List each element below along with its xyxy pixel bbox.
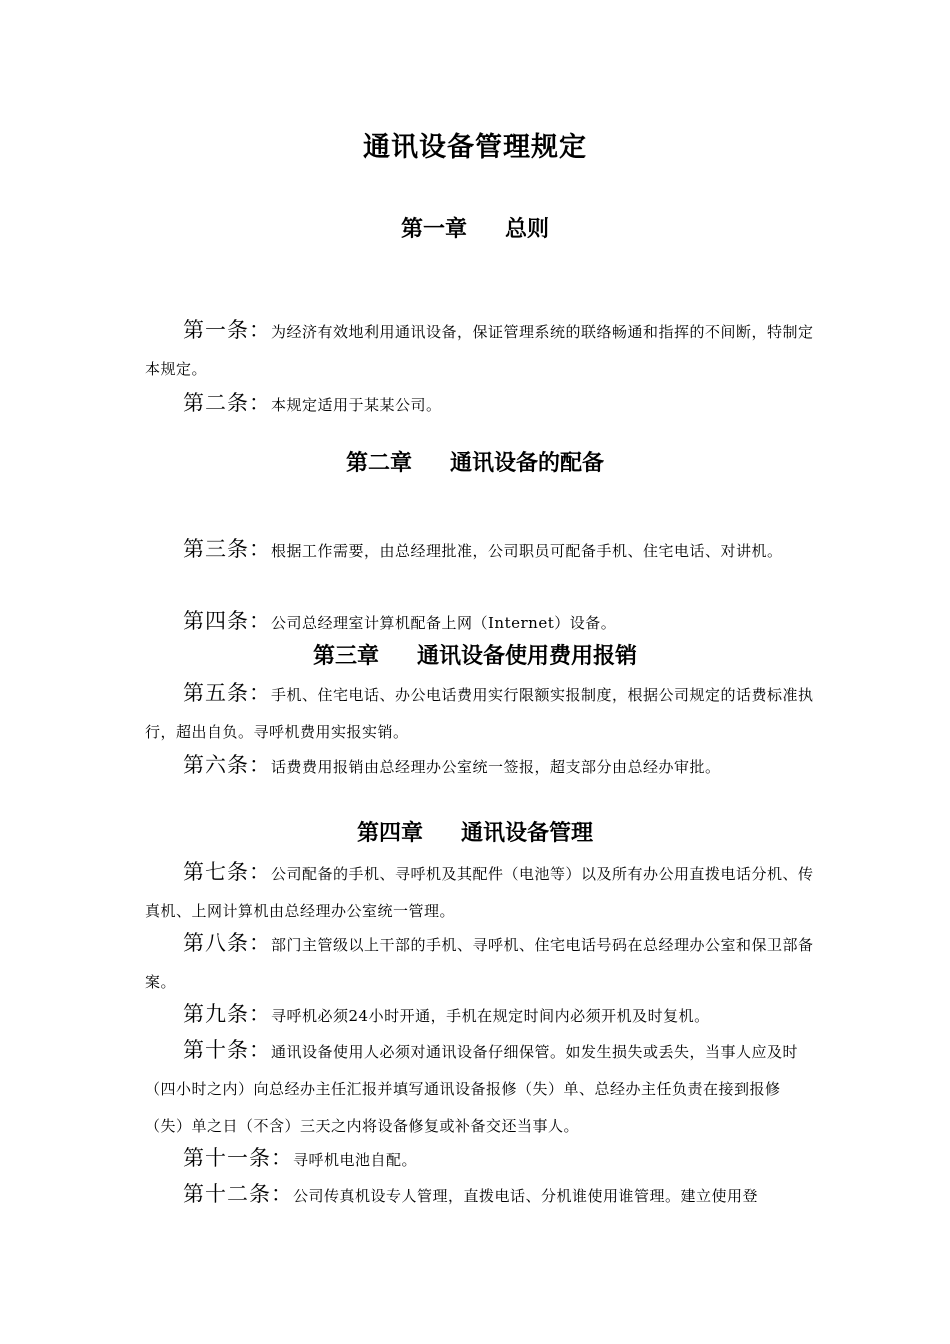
article-text: 公司总经理室计算机配备上网（Internet）设备。	[271, 614, 617, 632]
chapter-name: 通讯设备管理	[461, 820, 594, 846]
chapter-heading	[0, 212, 950, 247]
article	[145, 925, 815, 1001]
chapter-heading	[0, 816, 950, 850]
article	[145, 675, 815, 751]
article	[145, 531, 815, 570]
article	[145, 312, 815, 388]
article	[145, 1176, 815, 1215]
chapter-heading	[0, 639, 950, 673]
article-label: 第三条：	[183, 537, 271, 561]
article	[145, 854, 815, 930]
article	[145, 1140, 815, 1179]
article	[145, 747, 815, 786]
chapter-number: 第四章	[356, 820, 423, 846]
document-title: 通讯设备管理规定	[363, 132, 587, 163]
article-label: 第九条：	[183, 1002, 271, 1026]
article-text: 部门主管级以上干部的手机、寻呼机、住宅电话号码在总经理办公室和保卫部备案。	[145, 936, 814, 991]
article-text: 话费费用报销由总经理办公室统一签报，超支部分由总经办审批。	[271, 758, 721, 776]
chapter-number: 第一章	[400, 216, 467, 242]
article-text: 寻呼机电池自配。	[293, 1151, 418, 1169]
article	[145, 996, 815, 1035]
chapter-heading	[0, 446, 950, 481]
chapter-number: 第三章	[312, 643, 379, 669]
article-label: 第六条：	[183, 753, 271, 777]
article	[145, 385, 815, 424]
article-text: 通讯设备使用人必须对通讯设备仔细保管。如发生损失或丢失，当事人应及时（四小时之内）向总经办主任汇报并填写通讯设备报修（失）单、总经办主任负责在接到报修（失）单之日（不含）三天之内将设备修复或补备交还当事人。	[145, 1043, 799, 1135]
chapter-number: 第二章	[345, 450, 412, 476]
article	[145, 603, 815, 642]
article-label: 第十二条：	[183, 1182, 293, 1206]
article-label: 第一条：	[183, 318, 271, 342]
article-label: 第四条：	[183, 609, 271, 633]
article-label: 第十一条：	[183, 1146, 293, 1170]
article-text: 为经济有效地利用通讯设备，保证管理系统的联络畅通和指挥的不间断，特制定本规定。	[145, 323, 814, 378]
article-label: 第八条：	[183, 931, 271, 955]
chapter-name: 通讯设备使用费用报销	[417, 643, 638, 669]
chapter-name: 通讯设备的配备	[450, 451, 605, 476]
article-label: 第十条：	[183, 1038, 271, 1062]
chapter-name: 总则	[505, 217, 550, 242]
article	[145, 1032, 815, 1145]
article-text: 本规定适用于某某公司。	[271, 396, 442, 414]
article-label: 第七条：	[183, 860, 271, 884]
article-text: 根据工作需要，由总经理批准，公司职员可配备手机、住宅电话、对讲机。	[271, 542, 783, 560]
article-text: 寻呼机必须24小时开通，手机在规定时间内必须开机及时复机。	[271, 1007, 710, 1025]
article-label: 第五条：	[183, 681, 271, 705]
article-text: 公司传真机设专人管理，直拨电话、分机谁使用谁管理。建立使用登	[293, 1187, 759, 1205]
article-label: 第二条：	[183, 391, 271, 415]
article-text: 手机、住宅电话、办公电话费用实行限额实报制度，根据公司规定的话费标准执行，超出自负。寻呼机费用实报实销。	[145, 686, 814, 741]
article-text: 公司配备的手机、寻呼机及其配件（电池等）以及所有办公用直拨电话分机、传真机、上网计算机由总经理办公室统一管理。	[145, 865, 814, 920]
